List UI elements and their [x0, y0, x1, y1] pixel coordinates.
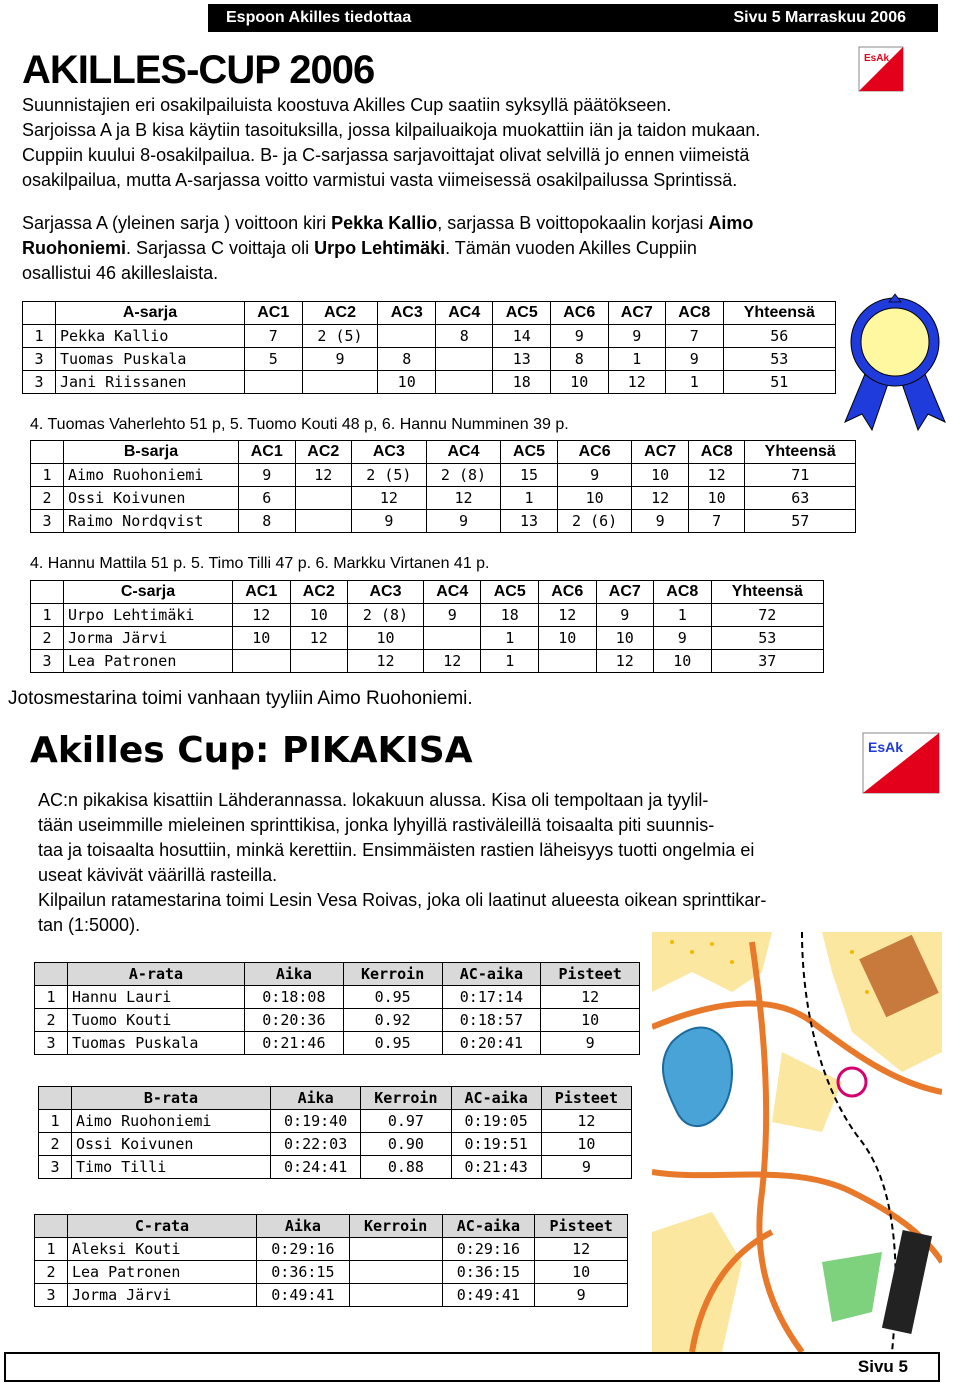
- rata-a-table: A-rata Aika Kerroin AC-aika Pisteet 1 Hannu Lauri 0:18:08 0.95 0:17:14 12 2 Tuomo Kouti 0:20:36 0.92 0:18:57 10 3 Tuomas Puskala 0:21:46 0.95 0:20:41 9: [34, 962, 640, 1055]
- winners-paragraph: Sarjassa A (yleinen sarja ) voittoon kiri Pekka Kallio, sarjassa B voittopokaalin korjasi Aimo Ruohoniemi. Sarjassa C voittaja oli Urpo Lehtimäki. Tämän vuoden Akilles Cuppiin osallistui 46 akilleslaista.: [22, 213, 754, 283]
- rata-b-table: B-rata Aika Kerroin AC-aika Pisteet 1 Aimo Ruohoniemi 0:19:40 0.97 0:19:05 12 2 Ossi Koivunen 0:22:03 0.90 0:19:51 10 3 Timo Tilli 0:24:41 0.88 0:21:43 9: [38, 1086, 632, 1179]
- table-row: 3 Timo Tilli 0:24:41 0.88 0:21:43 9: [39, 1156, 632, 1179]
- table-row: 2 Jorma Järvi 10 12 10 1 10 10 9 53: [31, 627, 824, 650]
- table-row: 3 Lea Patronen 12 12 1 12 10 37: [31, 650, 824, 673]
- table-row: 1 Hannu Lauri 0:18:08 0.95 0:17:14 12: [35, 986, 640, 1009]
- table-row: 1 Urpo Lehtimäki 12 10 2 (8) 9 18 12 9 1 72: [31, 604, 824, 627]
- table-row: 1 Aleksi Kouti 0:29:16 0:29:16 12: [35, 1238, 628, 1261]
- svg-text:EsAk: EsAk: [868, 739, 904, 755]
- header-page-date: Sivu 5 Marraskuu 2006: [733, 9, 906, 26]
- intro-line-4: osakilpailua, mutta A-sarjassa voitto varmistui vasta viimeisessä osakilpailussa Sprintissä.: [22, 170, 738, 190]
- rosette-ribbon-icon: [840, 292, 950, 432]
- esak-logo: [858, 46, 904, 92]
- table-row: 3 Tuomas Puskala 0:21:46 0.95 0:20:41 9: [35, 1032, 640, 1055]
- page-footer: [4, 1352, 940, 1382]
- article-intro: [22, 93, 760, 193]
- article-title: AKILLES-CUP 2006: [22, 48, 375, 92]
- orienteering-map: [652, 932, 942, 1352]
- esak-logo-2: [862, 732, 942, 796]
- table-row: 2 Lea Patronen 0:36:15 0:36:15 10: [35, 1261, 628, 1284]
- table-row: 1 Pekka Kallio 7 2 (5) 8 14 9 9 7 56: [23, 325, 836, 348]
- pikakisa-title: Akilles Cup: PIKAKISA: [30, 730, 473, 771]
- cup-b-table: B-sarja AC1 AC2 AC3 AC4 AC5 AC6 AC7 AC8 Yhteensä 1 Aimo Ruohoniemi 9 12 2 (5) 2 (8) 15 9 10 12 71 2 Ossi Koivunen 6 12 12 1 10 12 10 63 3 Raimo Nordqvist 8 9 9 13 2 (6) 9 7 57: [30, 440, 856, 533]
- cup-a-table: A-sarja AC1 AC2 AC3 AC4 AC5 AC6 AC7 AC8 Yhteensä 1 Pekka Kallio 7 2 (5) 8 14 9 9 7 56 3 Tuomas Puskala 5 9 8 13 8 1 9 53 3 Jani Riissanen 10 18 10 12 1 51: [22, 301, 836, 394]
- table-row: 1 Aimo Ruohoniemi 9 12 2 (5) 2 (8) 15 9 10 12 71: [31, 464, 856, 487]
- table-row: 3 Jorma Järvi 0:49:41 0:49:41 9: [35, 1284, 628, 1307]
- pikakisa-text: AC:n pikakisa kisattiin Lähderannassa. lokakuun alussa. Kisa oli tempoltaan ja tyylil- tään useimmille mieleinen sprinttikisa, jonka lyhyillä rastiväleillä toisaalta piti suunnis- taa ja toisaalta hosuttiin, minkä kerettiin. Ensimmäisten rastien läheisyys tuotti ongelmia ei useat kävivät väärillä rasteilla. Kilpailun ratamestarina toimi Lesin Vesa Roivas, joka oli laatinut alueesta oikean sprinttikar- tan (1:5000).: [38, 790, 767, 935]
- table-row: 3 Tuomas Puskala 5 9 8 13 8 1 9 53: [23, 348, 836, 371]
- cup-b-note: 4. Hannu Mattila 51 p. 5. Timo Tilli 47 p. 6. Markku Virtanen 41 p.: [30, 555, 490, 572]
- table-row: 3 Raimo Nordqvist 8 9 9 13 2 (6) 9 7 57: [31, 510, 856, 533]
- intro-line-1: Suunnistajien eri osakilpailuista koostuva Akilles Cup saatiin syksyllä päätökseen.: [22, 95, 672, 115]
- page-header: [208, 4, 938, 32]
- jotos-note: Jotosmestarina toimi vanhaan tyyliin Aimo Ruohoniemi.: [8, 688, 473, 709]
- cup-a-note: 4. Tuomas Vaherlehto 51 p, 5. Tuomo Kouti 48 p, 6. Hannu Numminen 39 p.: [30, 416, 569, 433]
- table-row: 2 Tuomo Kouti 0:20:36 0.92 0:18:57 10: [35, 1009, 640, 1032]
- page-number: Sivu 5: [857, 1357, 908, 1376]
- intro-line-2: Sarjoissa A ja B kisa käytiin tasoituksilla, jossa kilpailuaikoja muokattiin iän ja taidon mukaan.: [22, 120, 761, 140]
- table-row: 3 Jani Riissanen 10 18 10 12 1 51: [23, 371, 836, 394]
- header-publication: Espoon Akilles tiedottaa: [226, 9, 412, 26]
- cup-c-table: C-sarja AC1 AC2 AC3 AC4 AC5 AC6 AC7 AC8 Yhteensä 1 Urpo Lehtimäki 12 10 2 (8) 9 18 12 9 1 72 2 Jorma Järvi 10 12 10 1 10 10 9 53 3 Lea Patronen 12 12 1 12 10 37: [30, 580, 824, 673]
- intro-line-3: Cuppiin kuului 8-osakilpailua. B- ja C-sarjassa sarjavoittajat olivat selvillä jo ennen viimeistä: [22, 145, 750, 165]
- svg-text:EsAk: EsAk: [864, 53, 890, 64]
- table-row: 1 Aimo Ruohoniemi 0:19:40 0.97 0:19:05 12: [39, 1110, 632, 1133]
- table-row: 2 Ossi Koivunen 6 12 12 1 10 12 10 63: [31, 487, 856, 510]
- rata-c-table: C-rata Aika Kerroin AC-aika Pisteet 1 Aleksi Kouti 0:29:16 0:29:16 12 2 Lea Patronen 0:36:15 0:36:15 10 3 Jorma Järvi 0:49:41 0:49:41 9: [34, 1214, 628, 1307]
- table-row: 2 Ossi Koivunen 0:22:03 0.90 0:19:51 10: [39, 1133, 632, 1156]
